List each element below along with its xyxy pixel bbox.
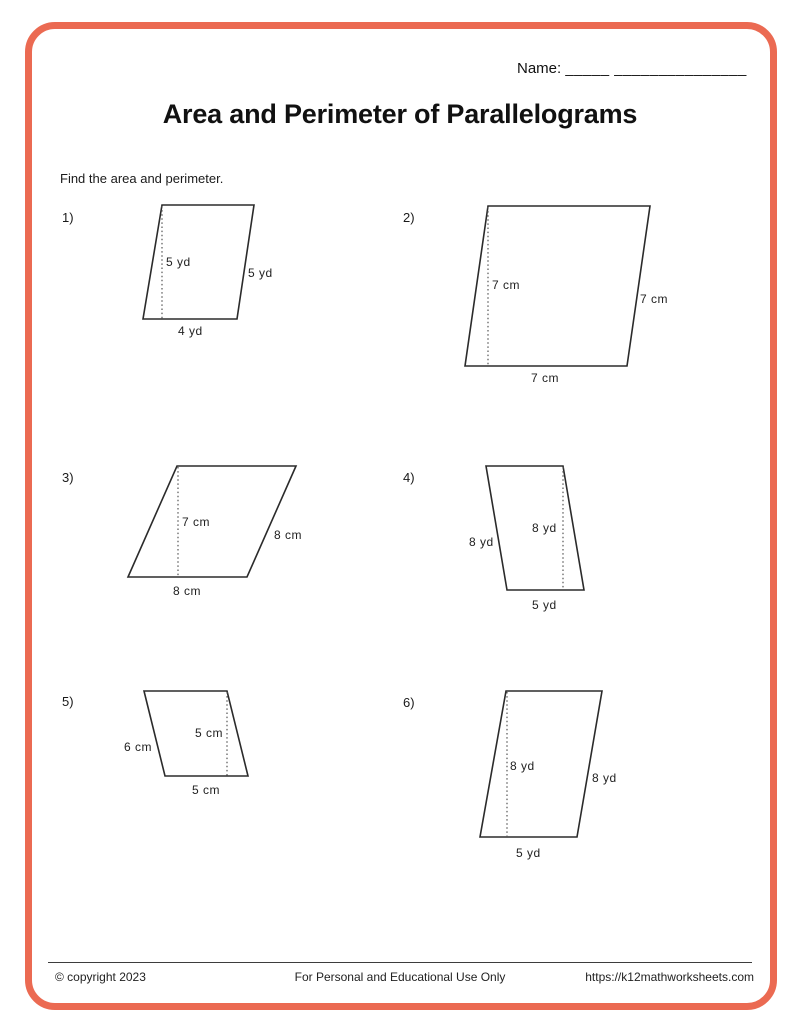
problem-6-number: 6) (403, 695, 415, 710)
problem-2-number: 2) (403, 210, 415, 225)
problem-6-height-label: 8 yd (510, 759, 535, 773)
problem-6-base-label: 5 yd (516, 846, 541, 860)
instruction-text: Find the area and perimeter. (60, 171, 224, 186)
problem-3-height-label: 7 cm (182, 515, 211, 529)
problem-4-height-label: 8 yd (532, 521, 557, 535)
footer-url: https://k12mathworksheets.com (585, 970, 754, 984)
problem-3-side-label: 8 cm (274, 528, 303, 542)
problem-2-height-label: 7 cm (492, 278, 521, 292)
parallelogram-6 (480, 691, 602, 837)
problem-2-base-label: 7 cm (531, 371, 560, 385)
parallelogram-3 (128, 466, 296, 577)
problem-4-base-label: 5 yd (532, 598, 557, 612)
footer-copyright: © copyright 2023 (55, 970, 146, 984)
parallelogram-1 (143, 205, 254, 319)
problem-5-height-label: 5 cm (195, 726, 224, 740)
problem-5-side-label: 6 cm (124, 740, 153, 754)
problem-4-number: 4) (403, 470, 415, 485)
problem-5-number: 5) (62, 694, 74, 709)
footer-divider (48, 962, 752, 963)
problem-1-side-label: 5 yd (248, 266, 273, 280)
name-blank-line: _____ _______________ (565, 60, 747, 77)
footer-usage-note: For Personal and Educational Use Only (294, 970, 506, 984)
problem-5-base-label: 5 cm (192, 783, 221, 797)
problem-2-side-label: 7 cm (640, 292, 669, 306)
problem-6-side-label: 8 yd (592, 771, 617, 785)
problem-1-base-label: 4 yd (178, 324, 203, 338)
page-title: Area and Perimeter of Parallelograms (162, 99, 638, 129)
problem-4-side-label: 8 yd (469, 535, 494, 549)
problem-3-number: 3) (62, 470, 74, 485)
name-label: Name: (517, 60, 562, 77)
problem-1-height-label: 5 yd (166, 255, 191, 269)
problem-3-base-label: 8 cm (173, 584, 202, 598)
problem-1-number: 1) (62, 210, 74, 225)
